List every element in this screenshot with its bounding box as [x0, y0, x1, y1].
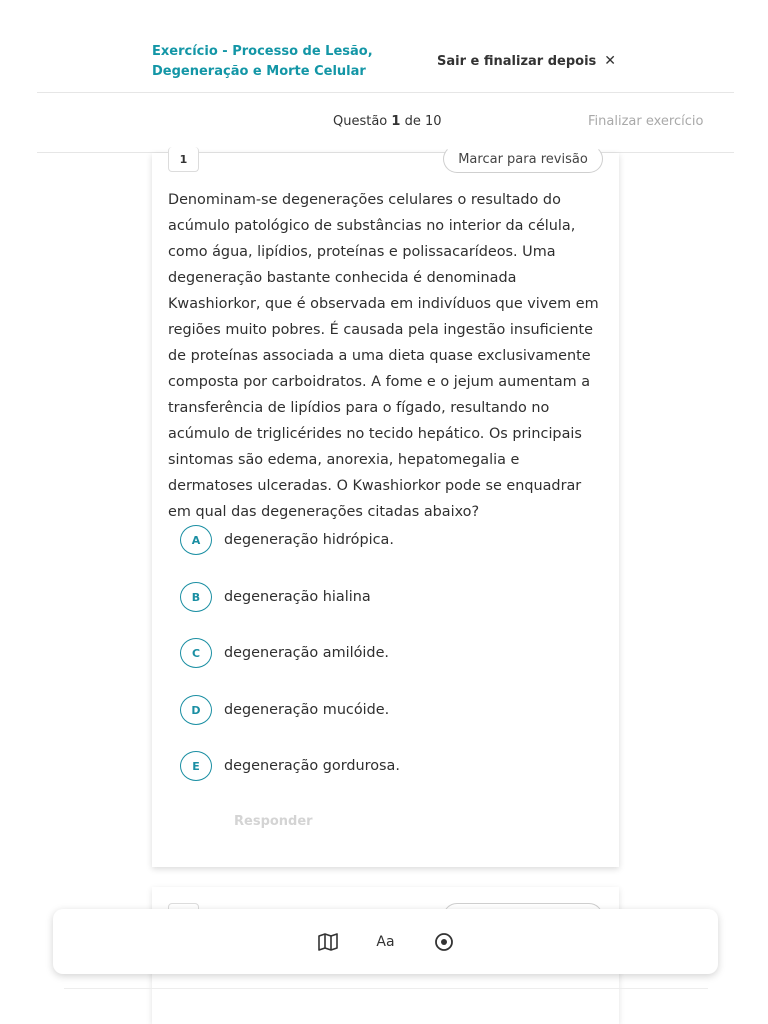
- option-b[interactable]: [180, 581, 371, 613]
- mark-for-review-button[interactable]: Marcar para revisão: [443, 145, 603, 173]
- question-counter-suffix: de 10: [404, 114, 442, 129]
- option-letter: D: [180, 695, 212, 725]
- header: [0, 0, 768, 93]
- question-counter: [333, 114, 442, 129]
- option-text: degeneração hidrópica.: [224, 532, 394, 548]
- option-e[interactable]: [180, 750, 400, 782]
- exit-button[interactable]: [437, 53, 616, 69]
- bottom-toolbar: [53, 909, 718, 974]
- map-icon[interactable]: [314, 928, 342, 956]
- course-title: Exercício - Processo de Lesão, Degeneração e Morte Celular: [152, 44, 373, 79]
- option-d[interactable]: [180, 694, 389, 726]
- question-bar: [0, 93, 768, 153]
- question-card: [152, 153, 619, 867]
- question-text: Denominam-se degenerações celulares o resultado do acúmulo patológico de substâncias no interior da célula, como água, lipídios, proteínas e polissacarídeos. Uma degeneração bastante conhecida é denominada Kwashiorkor, que é observada em indivíduos que vivem em regiões muito pobres. É causada pela ingestão insuficiente de proteínas associada a uma dieta quase exclusivamente composta por carboidratos. A fome e o jejum aumentam a transferência de lipídios para o fígado, resultando no acúmulo de triglicérides no tecido hepático. Os principais sintomas são edema, anorexia, hepatomegalia e dermatoses ulceradas. O Kwashiorkor pode se enquadrar em qual das degenerações citadas abaixo?: [168, 192, 599, 520]
- option-a[interactable]: [180, 524, 394, 556]
- exit-label: Sair e finalizar depois: [437, 53, 597, 69]
- answer-button[interactable]: Responder: [234, 814, 313, 829]
- question-counter-prefix: Questão: [333, 114, 388, 129]
- question-counter-current: 1: [391, 114, 401, 129]
- option-text: degeneração gordurosa.: [224, 758, 400, 774]
- font-size-label: Aa: [376, 933, 395, 950]
- option-letter: A: [180, 525, 212, 555]
- option-c[interactable]: [180, 637, 389, 669]
- question-number: 1: [168, 147, 199, 172]
- font-size-button[interactable]: [372, 928, 400, 956]
- finish-exercise-link[interactable]: Finalizar exercício: [588, 114, 704, 129]
- option-text: degeneração hialina: [224, 589, 371, 605]
- target-icon[interactable]: [430, 928, 458, 956]
- option-text: degeneração mucóide.: [224, 702, 390, 718]
- bottom-divider: [64, 988, 708, 989]
- option-letter: C: [180, 638, 212, 668]
- option-letter: B: [180, 582, 212, 612]
- option-letter: E: [180, 751, 212, 781]
- close-icon: ✕: [604, 53, 617, 69]
- option-text: degeneração amilóide.: [224, 645, 389, 661]
